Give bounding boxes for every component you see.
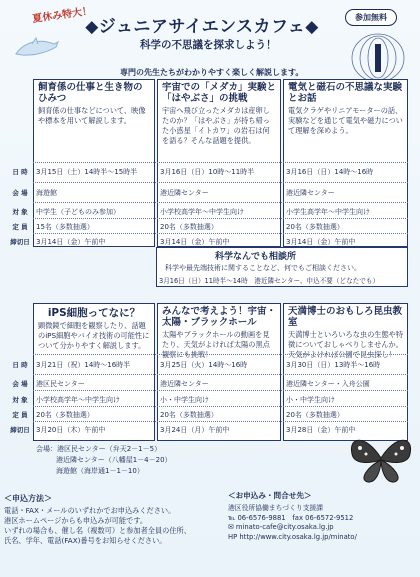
free-badge: 参加無料 bbox=[345, 9, 397, 26]
event-title: 宇宙での「メダカ」実験と「はやぶさ」の挑戦 bbox=[162, 82, 277, 104]
dolphin-icon bbox=[14, 36, 60, 62]
event-venue: 港近隣センター bbox=[286, 189, 335, 197]
row-label-deadline: 締切日 bbox=[10, 426, 30, 434]
event-venue: 港近隣センター bbox=[160, 189, 209, 197]
contact-email[interactable]: ✉ minato-cafe@city.osaka.lg.jp bbox=[228, 523, 334, 532]
row-label-date: 日 時 bbox=[12, 168, 28, 176]
divider bbox=[33, 202, 408, 203]
venue-line: 海遊館（海岸通1－1－10） bbox=[56, 467, 144, 475]
event-title: 天満博士のおもしろ昆虫教室 bbox=[288, 306, 403, 328]
event-deadline: 3月20日（木）午前中 bbox=[36, 426, 106, 434]
event-target: 小・中学生向け bbox=[160, 396, 209, 404]
row-label-target: 対 象 bbox=[12, 208, 28, 216]
event-description: 太陽やブラックホールの動画を見たり、天気がよければ太陽の黒点観察にも挑戦！ bbox=[162, 330, 270, 359]
row-label-capacity: 定 員 bbox=[12, 223, 28, 231]
event-target: 小学生高学年～中学生向け bbox=[286, 208, 370, 216]
event-target: 小学校高学年～中学生向け bbox=[36, 396, 120, 404]
event-description: 電気クラゲやリニアモーターの話、実験などを通じて電気や磁力について理解を深めよう。 bbox=[288, 106, 403, 135]
event-title: 電気と磁石の不思議な実験とお話 bbox=[288, 82, 403, 104]
event-title: みんなで考えよう！宇宙・太陽・ブラックホール bbox=[162, 306, 277, 328]
page-subtitle: 科学の不思議を探求しよう！ bbox=[140, 39, 277, 51]
apply-line: 氏名、学年、電話(FAX)番号をお知らせください。 bbox=[4, 536, 167, 545]
science-consult-date: 3月16日（日）11時半～14時 港近隣センター、申込不要（どなたでも） bbox=[159, 277, 380, 285]
row-label-venue: 会 場 bbox=[12, 189, 28, 197]
event-venue: 港近隣センター・入舟公園 bbox=[286, 380, 370, 388]
event-title: 飼育係の仕事と生き物のひみつ bbox=[38, 82, 143, 104]
venue-label-text: 会場 bbox=[36, 445, 50, 453]
event-deadline: 3月14日（金）午前中 bbox=[286, 238, 356, 246]
event-target: 中学生（子どものみ参加） bbox=[36, 208, 120, 216]
event-date: 3月16日（日）14時～16時 bbox=[286, 168, 374, 176]
event-venue: 海遊館 bbox=[36, 189, 57, 197]
event-capacity: 15名（多数抽選） bbox=[36, 223, 94, 231]
contact-department: 港区役所協働まちづくり支援課 bbox=[228, 504, 324, 512]
event-deadline: 3月28日（金）午前中 bbox=[286, 426, 356, 434]
divider bbox=[33, 233, 408, 234]
science-consult-description: 科学や最先端技術に関することなど、何でもご相談ください。 bbox=[165, 264, 361, 272]
event-capacity: 20名（多数抽選） bbox=[36, 411, 94, 419]
event-capacity: 20名（多数抽選） bbox=[286, 223, 344, 231]
event-deadline: 3月14日（金）午前中 bbox=[160, 238, 230, 246]
row-label-deadline: 締切日 bbox=[10, 238, 30, 246]
butterfly-icon bbox=[346, 430, 416, 486]
event-date: 3月16日（日）10時～11時半 bbox=[160, 168, 255, 176]
contact-heading: ＜お申込み・問合せ先＞ bbox=[228, 491, 312, 500]
apply-line: 電話・FAX・メールのいずれかでお申込みください。 bbox=[4, 506, 176, 515]
divider bbox=[33, 421, 408, 422]
page-title: ◆ジュニアサイエンスカフェ◆ bbox=[85, 17, 319, 37]
special-burst: 夏休み特大！ bbox=[31, 5, 93, 26]
row-label-venue: 会 場 bbox=[12, 380, 28, 388]
row-label-capacity: 定 員 bbox=[12, 411, 28, 419]
magnet-icon bbox=[350, 30, 406, 86]
apply-line: いずれの場合も、催し名（複数可）と参加者全員の住所、 bbox=[4, 526, 191, 535]
event-description: 顕微鏡で細胞を観察したり、話題のiPS細胞やバイオ技術の可能性について分かりやすく解説します。 bbox=[38, 321, 150, 350]
contact-phone: ℡ 06-6576-9881 fax 06-6572-9512 bbox=[228, 513, 354, 522]
event-capacity: 20名（多数抽選） bbox=[286, 411, 344, 419]
row-label-date: 日 時 bbox=[12, 361, 28, 369]
event-target: 小学校高学年～中学生向け bbox=[160, 208, 244, 216]
intro-text: 専門の先生たちがわかりやすく楽しく解説します。 bbox=[120, 68, 304, 77]
science-consult-title: 科学なんでも相談所 bbox=[215, 252, 297, 262]
event-description: 宇宙へ飛び立ったメダカは産卵したのか？「はやぶさ」が持ち帰った小惑星「イトカワ」の岩石は何を語る？そんな話題を提供。 bbox=[162, 106, 270, 145]
event-capacity: 20名（多数抽選） bbox=[160, 411, 218, 419]
event-date: 3月30日（日）13時半～16時 bbox=[286, 361, 381, 369]
event-capacity: 20名（多数抽選） bbox=[160, 223, 218, 231]
divider bbox=[33, 354, 408, 355]
event-venue: 港近隣センター bbox=[160, 380, 209, 388]
divider bbox=[33, 218, 408, 219]
contact-section bbox=[228, 490, 418, 576]
event-target: 小・中学生向け bbox=[286, 396, 335, 404]
divider bbox=[33, 374, 408, 375]
event-title: iPS細胞ってなに？ bbox=[47, 307, 141, 319]
event-venue: 港区民センター bbox=[36, 380, 85, 388]
apply-heading: ＜申込方法＞ bbox=[4, 494, 52, 503]
apply-section bbox=[4, 493, 234, 575]
venue-label: 会場：港区民センター（弁天2－1－5） bbox=[36, 445, 162, 453]
row-label-target: 対 象 bbox=[12, 396, 28, 404]
contact-website[interactable]: HP http://www.city.osaka.lg.jp/minato/ bbox=[228, 532, 357, 541]
event-deadline: 3月14日（金）午前中 bbox=[36, 238, 106, 246]
event-date: 3月21日（祝）14時～16時半 bbox=[36, 361, 131, 369]
event-date: 3月15日（土）14時半～15時半 bbox=[36, 168, 138, 176]
divider bbox=[33, 406, 408, 407]
event-date: 3月25日（火）14時～16時 bbox=[160, 361, 248, 369]
divider bbox=[33, 182, 408, 183]
event-deadline: 3月24日（月）午前中 bbox=[160, 426, 230, 434]
event-description: 天満博士といろいろな虫の生態や特徴についておしゃべりしませんか。天気がよければ公園で昆虫探し！ bbox=[288, 330, 404, 359]
divider bbox=[33, 162, 408, 163]
divider bbox=[33, 390, 408, 391]
event-description: 飼育係の仕事などについて、映像や標本を用いて解説します。 bbox=[38, 106, 146, 125]
apply-line: 港区ホームページからも申込みが可能です。 bbox=[4, 516, 148, 525]
venue-line: 港近隣センター（八幡屋1－4－20） bbox=[56, 456, 172, 464]
science-consult-box bbox=[156, 247, 408, 287]
venue-line: 港区民センター（弁天2－1－5） bbox=[57, 445, 162, 453]
